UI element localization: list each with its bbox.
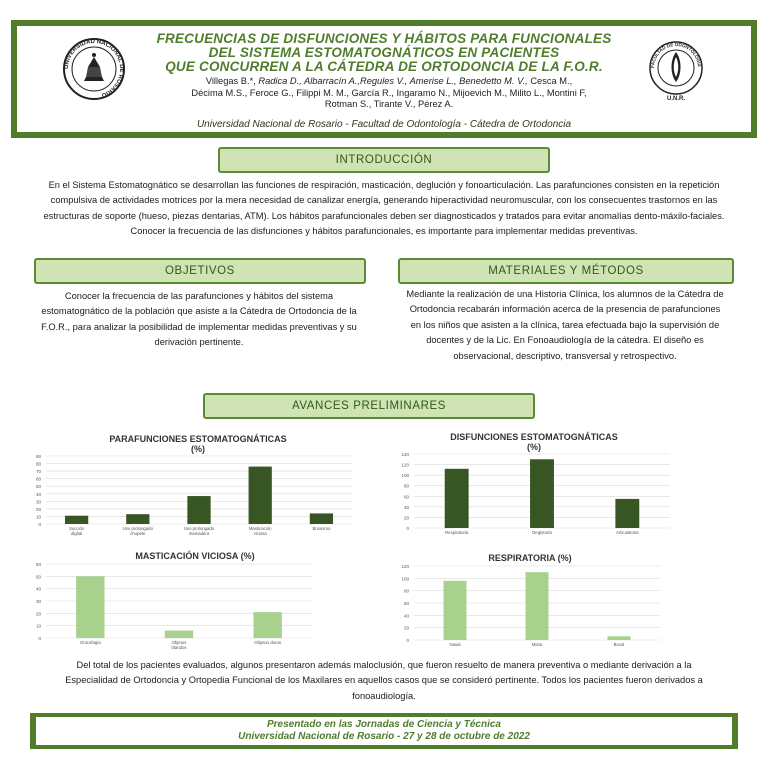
y-tick-label: 60 [403, 601, 409, 606]
bar-2 [126, 514, 149, 524]
bar-2 [530, 459, 554, 528]
authors-line-2: Décima M.S., Feroce G., Filippi M. M., García R., Ingaramo N., Mijoevich M., Milito L., Montini F, [191, 88, 587, 98]
x-tick-label: Bucal [613, 642, 625, 647]
y-tick-label: 20 [35, 506, 41, 512]
footer [36, 717, 732, 745]
y-tick-label: 60 [35, 562, 41, 567]
chart-respiratoria-title: RESPIRATORIA (%) [488, 553, 572, 563]
y-tick-label: 0 [38, 636, 41, 641]
bar-3 [615, 499, 639, 528]
y-tick-label: 30 [35, 599, 41, 604]
authors-line-1: Villegas B.*, Radica D., Albarracín A.,Regules V., Amerise L., Benedetto M. V., Cesca M., [205, 76, 573, 86]
x-tick-label: Mixta [531, 642, 543, 647]
bar-3 [187, 496, 210, 524]
x-tick-label: digital [70, 531, 83, 536]
x-tick-label: chupete [130, 531, 146, 536]
chart-masticacion-title: MASTICACIÓN VICIOSA (%) [135, 551, 255, 561]
bar-3 [253, 612, 281, 638]
poster-title-line-2: DEL SISTEMA ESTOMATOGNÁTICOS EN PACIENTES [208, 45, 560, 60]
y-tick-label: 60 [35, 476, 41, 482]
y-tick-label: 140 [401, 452, 409, 457]
chart-disfunciones [388, 450, 678, 542]
y-tick-label: 10 [35, 514, 41, 520]
chart-parafunciones [20, 452, 360, 542]
affiliation: Universidad Nacional de Rosario - Facultad de Odontología - Cátedra de Ortodoncia [196, 119, 572, 130]
materiales-heading: MATERIALES Y MÉTODOS [398, 258, 734, 284]
y-tick-label: 80 [403, 588, 409, 594]
x-tick-label: Bruxismo [312, 526, 331, 531]
chart-disfunciones-title: DISFUNCIONES ESTOMATOGNÁTICAS (%) [450, 432, 618, 452]
y-tick-label: 30 [35, 499, 41, 505]
x-tick-label: Objetos duros [254, 640, 282, 645]
y-tick-label: 80 [35, 461, 41, 467]
y-tick-label: 50 [35, 484, 41, 490]
bar-1 [65, 516, 88, 524]
x-tick-label: Uso prolongado [183, 526, 215, 531]
intro-text: En el Sistema Estomatognático se desarrollan las funciones de respiración, masticación, deglución y fonoarticulación. Las parafunciones consisten en la repetición compulsiva de actividades motrices por la mera necesidad de canalizar energía, generando hiperactividad neuromuscular, con los consecuentes trastornos en las estructuras de soporte (hueso, piezas dentarias, ATM). Los hábitos parafuncionales deben ser diagnosticados y tratados para evitar anomalías dento-máxilo-faciales. Conocer la frecuencia de las disfunciones y hábitos parafuncionales, es importante para implementar medidas preventivas. [43, 180, 725, 237]
bar-1 [76, 576, 104, 638]
y-tick-label: 120 [401, 462, 409, 468]
authors-line-3: Rotman S., Tirante V., Pérez A. [324, 99, 454, 109]
avances-heading: AVANCES PRELIMINARES [203, 393, 535, 419]
footer-line-2: Universidad Nacional de Rosario - 27 y 28 de octubre de 2022 [238, 730, 530, 742]
x-tick-label: mamadera [188, 531, 210, 536]
x-tick-label: viciosa [253, 531, 267, 536]
bar-3 [608, 636, 631, 640]
y-tick-label: 20 [403, 515, 409, 521]
intro-heading: INTRODUCCIÓN [218, 147, 550, 173]
x-tick-label: Deglutoria [532, 530, 552, 535]
x-tick-label: Uso prolongado [122, 526, 153, 531]
bar-4 [249, 467, 272, 524]
x-tick-label: Objetos [171, 640, 187, 645]
bar-1 [445, 469, 469, 528]
y-tick-label: 40 [35, 491, 41, 497]
x-tick-label: Respiratoria [445, 530, 469, 535]
objetivos-heading: OBJETIVOS [34, 258, 366, 284]
y-tick-label: 60 [403, 494, 409, 500]
y-tick-label: 80 [403, 483, 409, 489]
y-tick-label: 40 [403, 613, 409, 619]
y-tick-label: 120 [401, 564, 409, 569]
x-tick-label: Nasal [449, 642, 461, 647]
for-logo-text: FACULTAD DE ODONTOLOGÍA [649, 41, 703, 69]
objetivos-text: Conocer la frecuencia de las parafunciones y hábitos del sistema estomatognático de la población que asiste a la Cátedra de Ortodoncia de la F.O.R., para analizar la posibilidad de implementar medidas preventivas y su derivación pertinente. [41, 291, 357, 348]
unr-logo-text: UNIVERSIDAD NACIONAL DE ROSARIO [63, 38, 125, 98]
x-tick-label: Onicofagia [80, 640, 101, 645]
y-tick-label: 100 [401, 473, 409, 479]
y-tick-label: 50 [35, 574, 41, 580]
x-tick-label: Masticación [248, 526, 272, 531]
conclusion-text: Del total de los pacientes evaluados, algunos presentaron además maloclusión, que fueron resuelto de manera preventiva o mediante derivación a la Especialidad de Ortodoncia y Ortopedia Funcional de los Maxilares en aquellos casos que se consideró pertinente. Todos los pacientes fueron derivados a fonoaudiología. [65, 660, 703, 701]
chart-masticacion [20, 560, 320, 652]
y-tick-label: 0 [38, 522, 41, 527]
materiales-text: Mediante la realización de una Historia Clínica, los alumnos de la Cátedra de Ortodoncia recabarán información acerca de la presencia de parafunciones en los niños que asisten a la clínica, tarea efectuada bajo la supervisión de docentes y de la Lic. En Fonoaudiología de la cátedra. El diseño es observacional, descriptivo, transversal y retrospectivo. [406, 289, 724, 361]
y-tick-label: 20 [403, 625, 409, 631]
footer-line-1: Presentado en las Jornadas de Ciencia y Técnica [267, 719, 501, 730]
poster-title-line-1: FRECUENCIAS DE DISFUNCIONES Y HÁBITOS PARA FUNCIONALES [156, 31, 612, 46]
for-logo-caption: U.N.R. [667, 96, 685, 102]
chart-respiratoria [388, 562, 668, 654]
y-tick-label: 10 [35, 623, 41, 629]
x-tick-label: blandos [171, 645, 187, 650]
poster-title-line-3: QUE CONCURREN A LA CÁTEDRA DE ORTODONCIA DE LA F.O.R. [165, 59, 603, 74]
y-tick-label: 40 [403, 504, 409, 510]
y-tick-label: 20 [35, 611, 41, 617]
bar-2 [526, 572, 549, 640]
bar-1 [444, 581, 467, 640]
y-tick-label: 70 [35, 469, 41, 475]
y-tick-label: 100 [401, 576, 409, 582]
y-tick-label: 90 [35, 454, 41, 459]
chart-parafunciones-title: PARAFUNCIONES ESTOMATOGNÁTICAS (%) [109, 434, 287, 454]
y-tick-label: 0 [406, 526, 409, 531]
bar-5 [310, 513, 333, 524]
y-tick-label: 0 [406, 638, 409, 643]
bar-2 [165, 631, 193, 638]
x-tick-label: Articulatoria [615, 530, 639, 535]
x-tick-label: Succión [68, 526, 85, 531]
y-tick-label: 40 [35, 586, 41, 592]
